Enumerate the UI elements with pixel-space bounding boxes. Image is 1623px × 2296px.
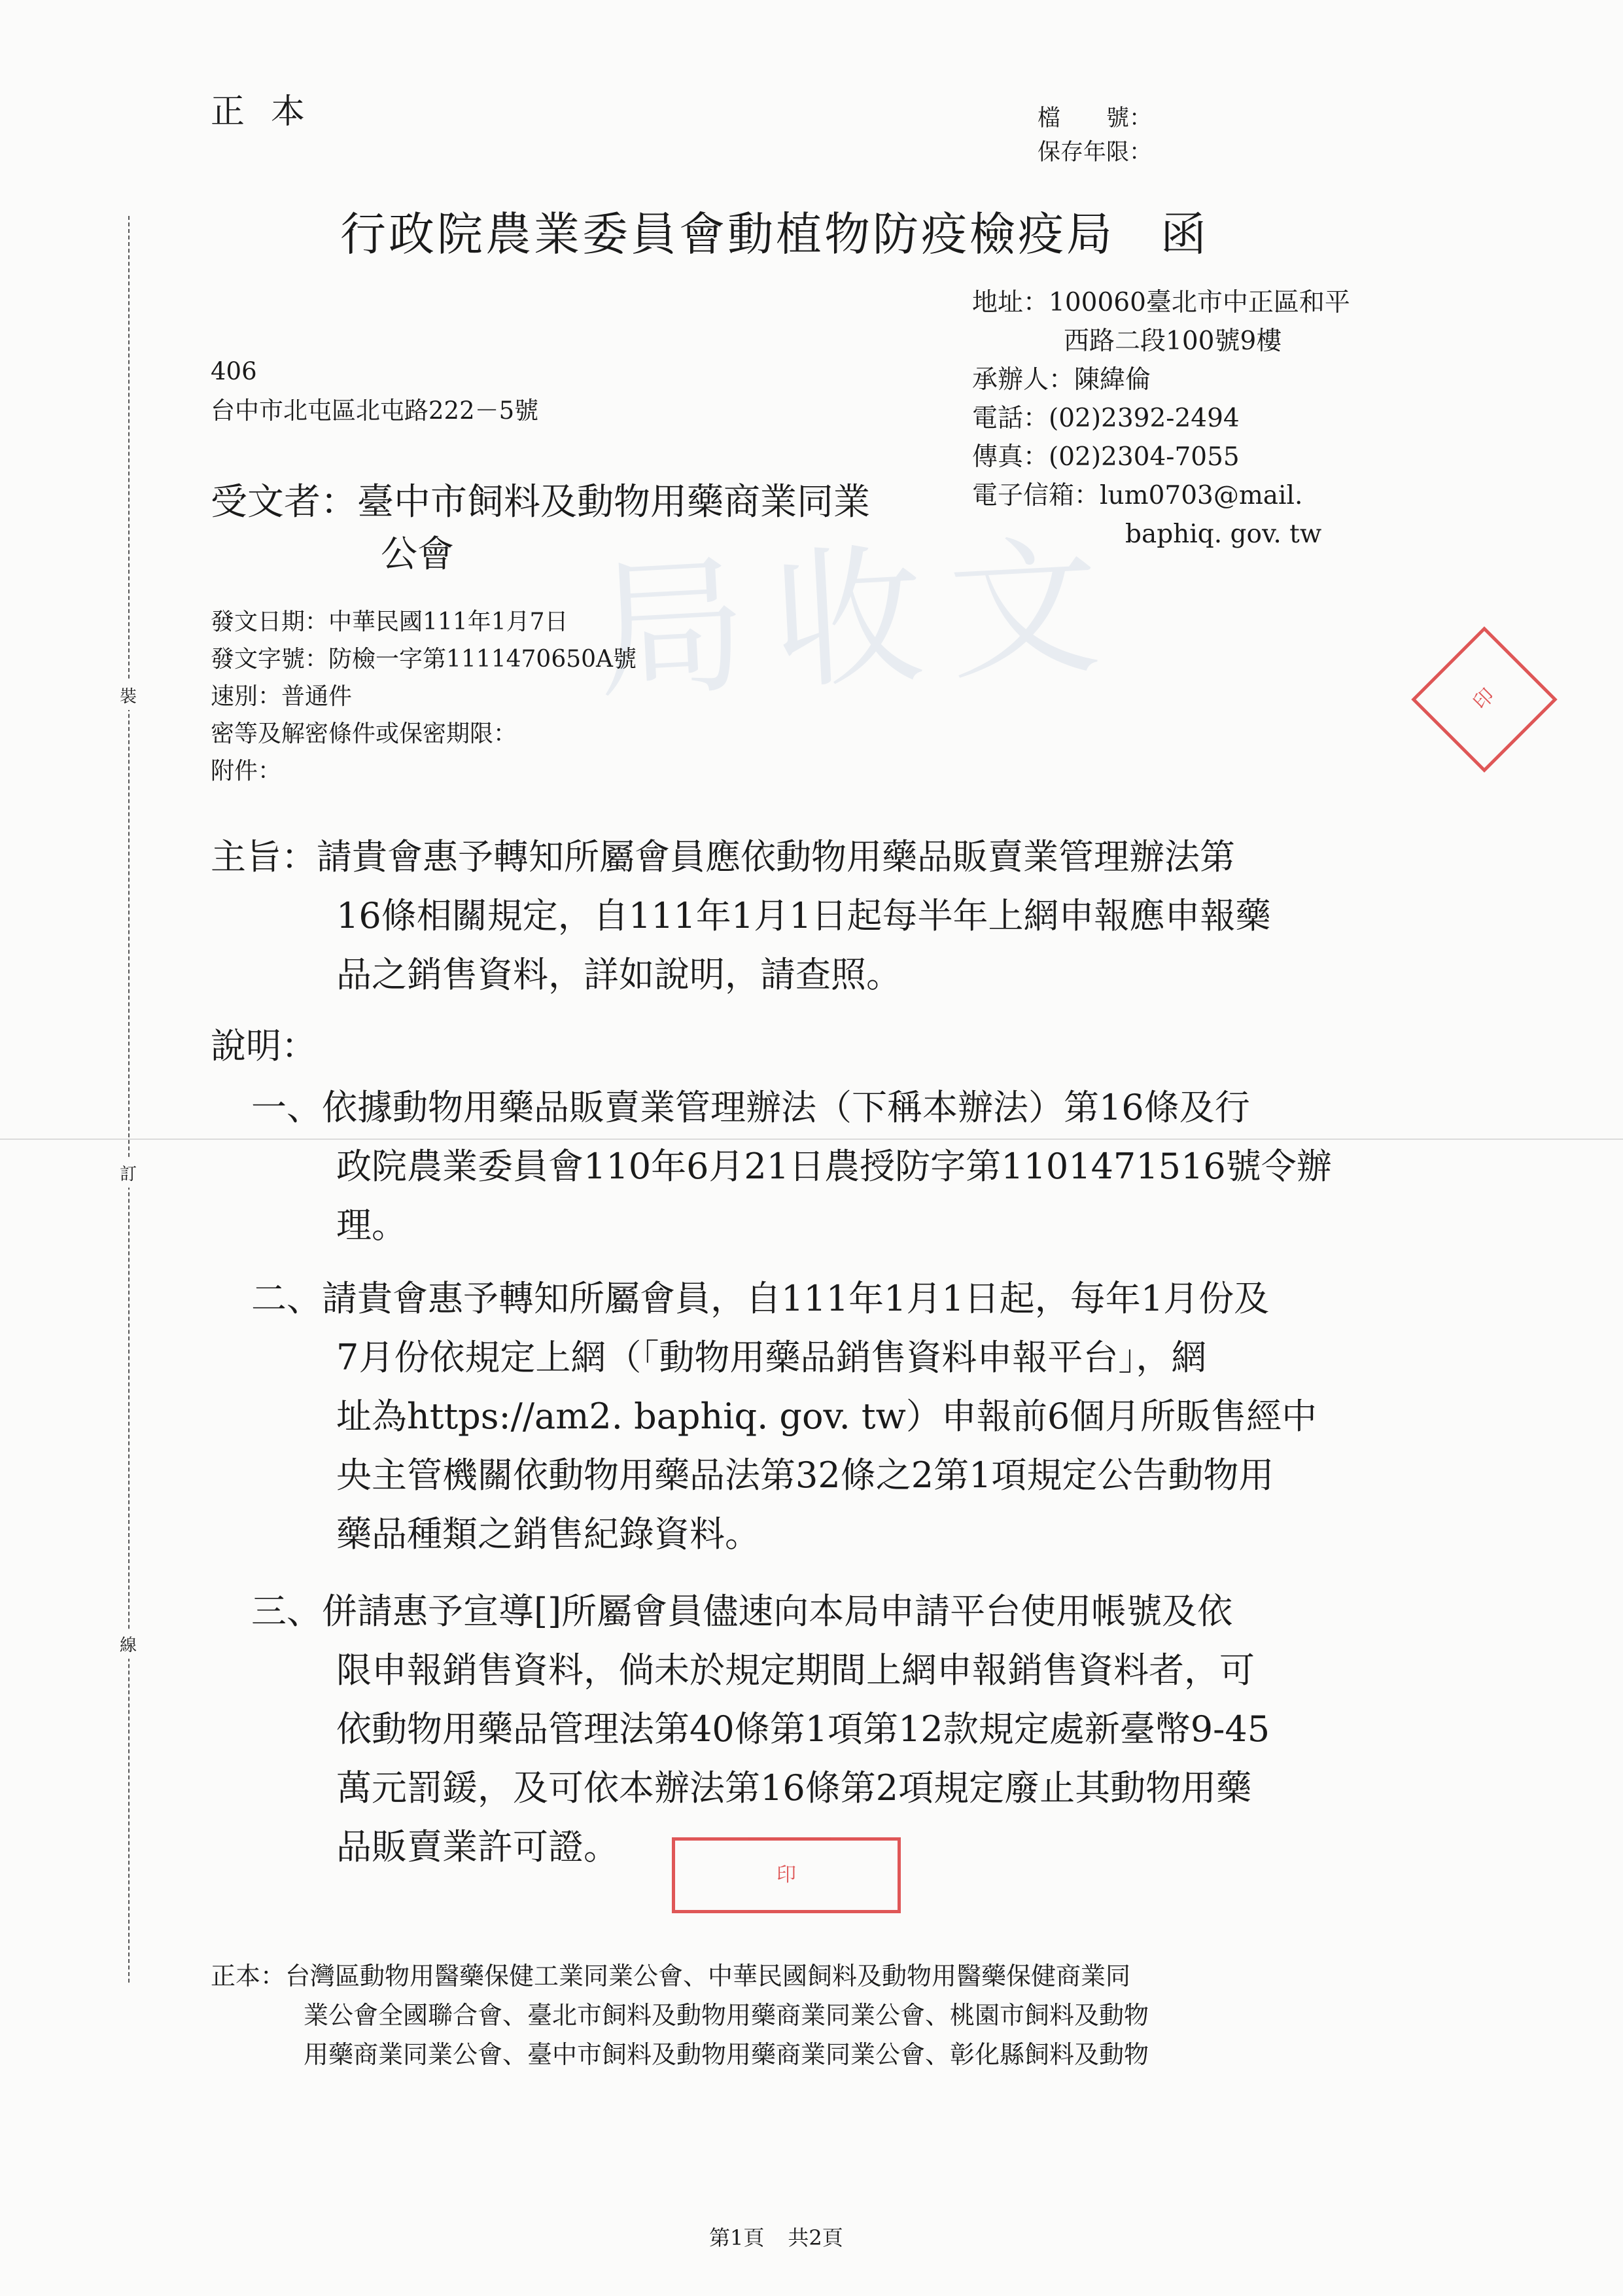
item-3-line-2: 限申報銷售資料，倘未於規定期間上網申報銷售資料者，可 <box>336 1650 1255 1691</box>
recipient-line-1: 受文者：臺中市飼料及動物用藥商業同業 <box>211 481 870 523</box>
fax: 傳真：(02)2304-7055 <box>972 442 1240 472</box>
address-line-1: 地址：100060臺北市中正區和平 <box>972 288 1350 317</box>
item-1-line-2: 政院農業委員會110年6月21日農授防字第1101471516號令辦 <box>336 1146 1332 1187</box>
item-1-line-1: 一、依據動物用藥品販賣業管理辦法（下稱本辦法）第16條及行 <box>251 1087 1250 1128</box>
explanation-item-2 <box>251 1269 1317 1564</box>
item-3-line-5: 品販賣業許可證。 <box>336 1826 619 1867</box>
explanation-heading: 說明： <box>211 1025 317 1067</box>
item-3-line-3: 依動物用藥品管理法第40條第1項第12款規定處新臺幣9-45 <box>336 1708 1270 1750</box>
received-stamp-watermark: 局收文 <box>591 518 1130 720</box>
item-2-line-1: 二、請貴會惠予轉知所屬會員，自111年1月1日起，每年1月份及 <box>251 1278 1270 1319</box>
handler: 承辦人：陳緯倫 <box>972 365 1151 395</box>
recipient-line-2: 公會 <box>381 533 454 576</box>
document-kind: 函 <box>1161 207 1209 261</box>
subject-line-2: 16條相關規定，自111年1月1日起每半年上網申報應申報藥 <box>336 895 1271 936</box>
page-number <box>709 2221 843 2252</box>
cc-line-2: 業公會全國聯合會、臺北市飼料及動物用藥商業同業公會、桃園市飼料及動物 <box>304 2001 1149 2030</box>
issue-number: 發文字號：防檢一字第1111470650A號 <box>211 646 637 673</box>
binding-mark-top: 裝 <box>115 680 141 710</box>
recipient-address <box>211 352 538 431</box>
phone: 電話：(02)2392-2494 <box>972 404 1240 433</box>
subject-line-3: 品之銷售資料，詳如說明，請查照。 <box>336 954 901 995</box>
cc-list <box>211 1956 1149 2074</box>
attachment: 附件： <box>211 758 282 785</box>
item-2-line-4: 央主管機關依動物用藥品法第32條之2第1項規定公告動物用 <box>336 1455 1274 1496</box>
document-meta <box>211 603 637 790</box>
item-3-line-4: 萬元罰鍰，及可依本辦法第16條第2項規定廢止其動物用藥 <box>336 1767 1252 1809</box>
retention-label: 保存年限： <box>1038 139 1153 166</box>
agency-name: 行政院農業委員會動植物防疫檢疫局 <box>340 207 1115 261</box>
file-number-label: 檔 號： <box>1038 105 1153 132</box>
item-2-line-3: 址為https://am2. baphiq. gov. tw）申報前6個月所販售經中 <box>336 1396 1318 1437</box>
agency-seal-large: 印 <box>1411 626 1557 772</box>
copy-label: 正本 <box>211 92 332 132</box>
agency-seal-small: 印 <box>672 1837 901 1913</box>
recipient-name <box>211 476 870 581</box>
item-2-line-5: 藥品種類之銷售紀錄資料。 <box>336 1513 760 1555</box>
item-3-line-1: 三、併請惠予宣導[]所屬會員儘速向本局申請平台使用帳號及依 <box>251 1591 1233 1632</box>
explanation-item-1 <box>251 1078 1332 1255</box>
recipient-postcode: 406 <box>211 357 257 385</box>
item-1-line-3: 理。 <box>336 1205 407 1246</box>
secrecy: 密等及解密條件或保密期限： <box>211 720 517 747</box>
subject-line-1: 主旨：請貴會惠予轉知所屬會員應依動物用藥品販賣業管理辦法第 <box>211 836 1235 877</box>
binding-mark-bottom: 線 <box>115 1629 141 1659</box>
page-total: 共2頁 <box>788 2225 843 2250</box>
email-line-2: baphiq. gov. tw <box>1125 520 1322 549</box>
explanation-item-3 <box>251 1582 1270 1877</box>
document-title <box>340 198 1209 264</box>
binding-mark-middle: 訂 <box>115 1158 141 1188</box>
item-2-line-2: 7月份依規定上網（「動物用藥品銷售資料申報平台」，網 <box>336 1337 1207 1378</box>
page-current: 第1頁 <box>709 2225 765 2250</box>
binding-line <box>128 216 130 1983</box>
cc-line-3: 用藥商業同業公會、臺中市飼料及動物用藥商業同業公會、彰化縣飼料及動物 <box>304 2040 1149 2069</box>
contact-block <box>972 283 1350 554</box>
issue-date: 發文日期：中華民國111年1月7日 <box>211 609 568 635</box>
speed: 速別：普通件 <box>211 683 353 710</box>
address-line-2: 西路二段100號9樓 <box>1064 327 1282 356</box>
file-meta <box>1038 101 1152 169</box>
email-line-1: 電子信箱：lum0703@mail. <box>972 481 1303 510</box>
cc-line-1: 正本：台灣區動物用醫藥保健工業同業公會、中華民國飼料及動物用醫藥保健商業同 <box>211 1962 1131 1990</box>
subject <box>211 828 1271 1004</box>
recipient-street: 台中市北屯區北屯路222－5號 <box>211 397 539 425</box>
